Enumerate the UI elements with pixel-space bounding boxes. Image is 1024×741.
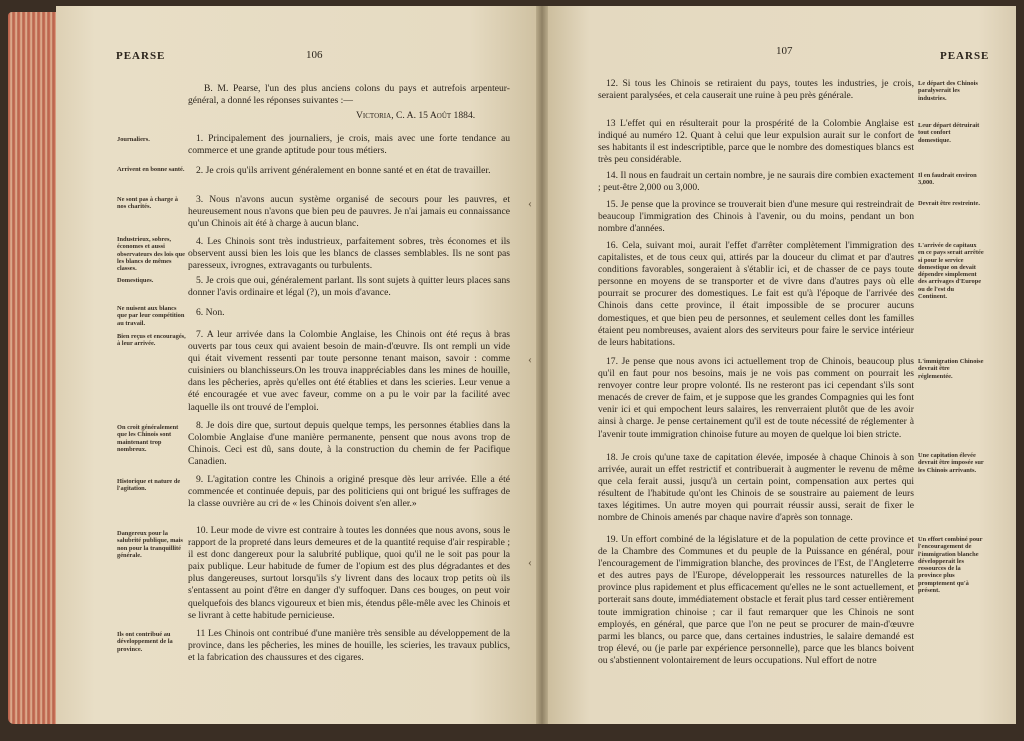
paragraph: 12. Si tous les Chinois se retiraient du pays, toutes les industries, je crois, seraient paralysées, et cela causerait une ruine à peu près générale.: [598, 78, 914, 102]
margin-note: Domestiques.: [117, 277, 154, 284]
paragraph: 17. Je pense que nous avons ici actuellement trop de Chinois, beaucoup plus qu'il en faut pour nos besoins, mais je ne vois pas comment on pourrait les renvoyer contre leur propre volonté. Ils ne resteront pas ici cependant s'ils sont menacés de crever de faim, et je suppose que les grandes Compagnies qui les font venir ici et qui empochent leurs salaires, les renverraient plutôt que de les avoir ainsi à charge. Je pense certainement qu'il est de toute nécessité de réglementer à l'avenir toute immigration chinoise future au moyen de quelque loi bien stricte.: [598, 356, 914, 440]
binding-thread-mark: ‹: [528, 196, 532, 210]
book-gutter: [536, 6, 548, 724]
margin-note: Arrivent en bonne santé.: [117, 166, 185, 173]
paragraph: 3. Nous n'avons aucun système organisé de secours pour les pauvres, et heureusement nous n'avons que bien peu de pauvres. Je n'ai jamais eu connaissance qu'un Chinois ait été à charge à aucun blanc.: [188, 194, 510, 230]
paragraph: 15. Je pense que la province se trouverait bien d'une mesure qui restreindrait de beaucoup l'immigration des Chinois à l'avenir, ou du moins, pendant un bon nombre d'années.: [598, 199, 914, 235]
running-header-right: PEARSE: [940, 50, 990, 62]
binding-thread-mark: ‹: [528, 555, 532, 569]
margin-note: Ils ont contribué au développement de la province.: [117, 631, 173, 653]
paragraph: 11 Les Chinois ont contribué d'une manière très sensible au développement de la province, dans les pêcheries, les mines de houille, les scieries, les travaux publics, et la fabrication des chaussures et des cigares.: [188, 628, 510, 664]
dateline: Victoria, C. A. 15 Août 1884.: [356, 110, 476, 121]
paragraph: 8. Je dois dire que, surtout depuis quelque temps, les personnes établies dans la Colombie Anglaise d'une manière permanente, pensent que nous avons trop de Chinois. Ceci est dû, sans doute, à la construction du chemin de fer Pacifique Canadien.: [188, 420, 510, 468]
margin-note: On croit généralement que les Chinois sont maintenant trop nombreux.: [117, 424, 179, 453]
paragraph: 18. Je crois qu'une taxe de capitation élevée, imposée à chaque Chinois à son arrivée, aurait un effet restrictif et contribuerait à augmenter le revenu de même que cela ferait aussi, jusqu'à un certain point, compensation aux pertes qui résultent de l'habitude qu'ont les Chinois de se soustraire au paiement de leurs taxes légitimes. Un autre moyen qui pourrait réussir aussi, serait de fixer le nombre de Chinois amenés par chaque navire d'après son tonnage.: [598, 452, 914, 524]
margin-note: Journaliers.: [117, 136, 150, 143]
margin-note: Il en faudrait environ 3,000.: [918, 172, 977, 187]
paragraph: 19. Un effort combiné de la législature et de la population de cette province et de la Chambre des Communes et du peuple de la Puissance en général, pour l'encouragement de l'immigration blanche, des provinces de l'Est, de l'Angleterre et des autres pays de l'Europe, développerait les ressources naturelles de la province plus rapidement et plus efficacement qu'elles ne le sont actuellement, et porterait sans doute, immédiatement obstacle et ferait plus tard cesser entièrement toute immigration chinoise ; car il faut remarquer que les Chinois ne sont employés, en général, que parce que l'on ne peut se procurer de main-d'œuvre parmi les blancs, ou parce que, dans certaines industries, le salaire demandé est trop élevé, ou (je parle par expérience personnelle), parce que les blancs boivent ou s'abstiennent volontairement de leurs occupations. Nul effort de notre: [598, 534, 914, 666]
paragraph: 14. Il nous en faudrait un certain nombre, je ne saurais dire combien exactement ; peut-être 2,000 ou 3,000.: [598, 170, 914, 194]
binding-thread-mark: ‹: [528, 352, 532, 366]
paragraph: 13 L'effet qui en résulterait pour la prospérité de la Colombie Anglaise est indiqué au numéro 12. Quant à celui que leur expulsion aurait sur le confort de ses habitants il est indescriptible, parce que le nombre des domestiques blancs est très peu considérable.: [598, 118, 914, 166]
paragraph: 7. A leur arrivée dans la Colombie Anglaise, les Chinois ont été reçus à bras ouverts par tous ceux qui avaient besoin de main-d'œuvre. Ils ont rempli un vide qui était vivement ressenti par toute personne tenant maison, savoir : comme cuisiniers ou blanchisseurs.On les trouva inappréciables dans les mines de houille, dans les pêcheries, après qu'elles ont été établies et dans les scieries. Leur venue a été encouragée et vue avec faveur, comme on a pu le voir par la facilité avec laquelle ils ont trouvé de l'emploi.: [188, 329, 510, 413]
margin-note: Devrait être restreinte.: [918, 200, 980, 207]
margin-note: Historique et nature de l'agitation.: [117, 478, 181, 493]
margin-note: Industrieux, sobres, économes et aussi observateurs des lois que les blancs de mêmes classes.: [117, 236, 185, 273]
margin-note: L'arrivée de capitaux en ce pays serait arrêtée si pour le service domestique on devait dépendre simplement des arrivages d'Europe ou de l'est du Continent.: [918, 242, 984, 301]
page-number-right: 107: [776, 45, 793, 57]
paragraph: 2. Je crois qu'ils arrivent généralement en bonne santé et en état de travailler.: [196, 165, 491, 176]
margin-note: Un effort combiné pour l'encouragement de l'immigration blanche développerait les ressources de la province plus promptement qu'à présent.: [918, 536, 983, 595]
margin-note: Ne nuisent aux blancs que par leur compétition au travail.: [117, 305, 185, 327]
page-edges: [8, 12, 58, 724]
margin-note: L'immigration Chinoise devrait être réglementée.: [918, 358, 984, 380]
margin-note: Le départ des Chinois paralyserait les industries.: [918, 80, 978, 102]
running-header-left: PEARSE: [116, 50, 166, 62]
margin-note: Bien reçus et encouragés, à leur arrivée.: [117, 333, 186, 348]
paragraph: 6. Non.: [196, 307, 225, 318]
margin-note: Ne sont pas à charge à nos charités.: [117, 196, 178, 211]
paragraph: 1. Principalement des journaliers, je crois, mais avec une forte tendance au commerce et une grande aptitude pour tous métiers.: [188, 133, 510, 157]
paragraph: 10. Leur mode de vivre est contraire à toutes les données que nous avons, sous le rapport de la propreté dans leurs demeures et de la quantité requise d'air respirable ; il est donc dangereux pour la salubrité publique, quoi qu'il ne le soit pas pour la paix publique. Leur habitude de fumer de l'opium est des plus dégradantes et des plus dangereuses, surtout lorsqu'ils s'y livrent dans des locaux trop petits où ils s'entassent au point d'être en danger d'y suffoquer. Dans ces bouges, on peut voir quelquefois des blancs vigoureux et bien mis, étendus pêle-mêle avec les Chinois et se livrant à cette habitude pernicieuse.: [188, 525, 510, 621]
paragraph: 16. Cela, suivant moi, aurait l'effet d'arrêter complètement l'immigration des capitalistes, et de tous ceux qui, attirés par la douceur du climat et par d'autres conditions favorables, songeraient à s'établir ici, et de chasser de ce pays toute personne en moyens de se transporter et de vivre dans d'autres pays où elle pourrait se procurer des domestiques. Le fait est qu'à l'époque de l'arrivée des Chinois dans cette province, il était impossible de se procurer aucuns domestiques, et que bien peu de personnes, et seulement celles dont les familles étaient peu nombreuses, avaient alors des serviteurs pour faire le service intérieur de leurs habitations.: [598, 240, 914, 348]
margin-note: Une capitation élevée devrait être imposée sur les Chinois arrivants.: [918, 452, 984, 474]
paragraph: 5. Je crois que oui, généralement parlant. Ils sont sujets à quitter leurs places sans donner l'avis ordinaire et légal (?), un mois d'avance.: [188, 275, 510, 299]
margin-note: Dangereux pour la salubrité publique, mais non pour la tranquillité générale.: [117, 530, 183, 559]
page-number-left: 106: [306, 49, 323, 61]
margin-note: Leur départ détruirait tout confort domestique.: [918, 122, 980, 144]
paragraph: 4. Les Chinois sont très industrieux, parfaitement sobres, très économes et ils observent aussi bien les lois que les blancs de classes semblables. Ils ne sont pas paresseux, ivrognes, extravagants ou turbulents.: [188, 236, 510, 272]
intro-text: B. M. Pearse, l'un des plus anciens colons du pays et autrefois arpenteur-général, a donné les réponses suivantes :—: [188, 83, 510, 107]
paragraph: 9. L'agitation contre les Chinois a originé presque dès leur arrivée. Elle a été commencée et continuée depuis, par des politiciens qui ont brigué les suffrages de la classe ouvrière au cri de « les Chinois doivent s'en aller.»: [188, 474, 510, 510]
